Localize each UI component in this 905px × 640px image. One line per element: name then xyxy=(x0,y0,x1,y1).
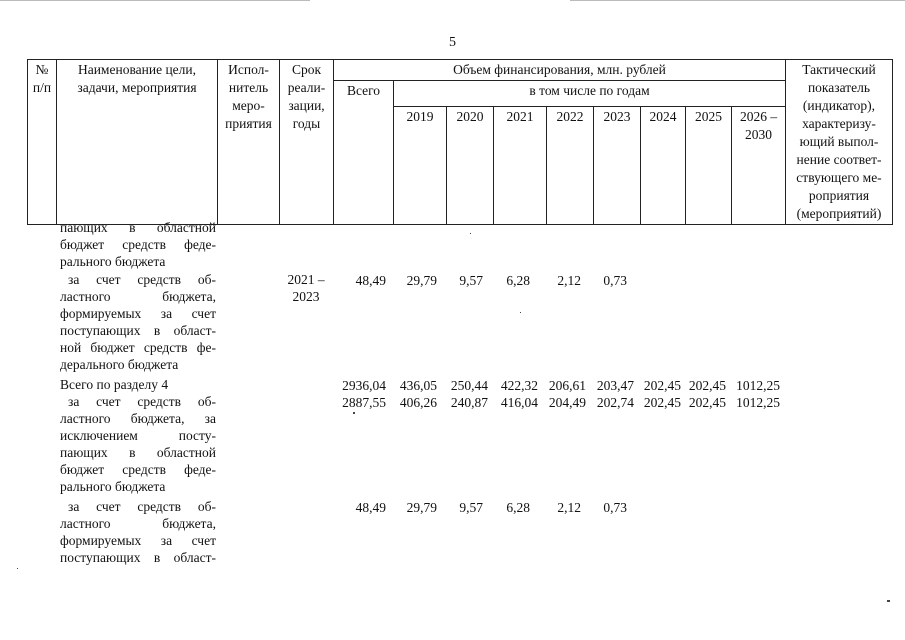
row-text-line: ластного бюджета, xyxy=(60,289,216,304)
cell-2024: 202,45 xyxy=(643,395,681,410)
cell-2023: 202,74 xyxy=(596,395,634,410)
cell-2019: 29,79 xyxy=(406,273,437,288)
row-text-section-total xyxy=(60,376,216,393)
cell-2026-2030: 1012,25 xyxy=(736,395,780,410)
scan-edge-line xyxy=(0,0,310,1)
cell-2022: 2,12 xyxy=(557,273,581,288)
header-year: 2020 xyxy=(447,107,494,225)
header-executor: Испол-нитель меро-приятия xyxy=(218,60,280,225)
header-year: 2024 xyxy=(641,107,686,225)
header-year: 2021 xyxy=(494,107,547,225)
header-financing: Объем финансирования, млн. рублей xyxy=(334,60,786,81)
cell-2025: 202,45 xyxy=(688,395,726,410)
cell-2020: 250,44 xyxy=(450,378,488,393)
financing-table-header xyxy=(27,59,893,225)
cell-total: 2887,55 xyxy=(342,395,386,410)
row-text-line: бюджет средств феде- xyxy=(60,462,216,477)
row-text-regional-excl xyxy=(60,393,216,495)
cell-2026-2030: 1012,25 xyxy=(736,378,780,393)
cell-total: 48,49 xyxy=(355,273,386,288)
scan-speck xyxy=(353,412,355,414)
header-total: Всего xyxy=(334,81,394,225)
cell-2022: 2,12 xyxy=(557,500,581,515)
scan-speck xyxy=(470,233,471,234)
cell-2023: 203,47 xyxy=(596,378,634,393)
cell-2021: 6,28 xyxy=(506,273,530,288)
row-text-line: за счет средств об- xyxy=(68,499,216,514)
cell-2019: 406,26 xyxy=(399,395,437,410)
row-text-regional-federal-2 xyxy=(60,498,216,566)
cell-2021: 6,28 xyxy=(506,500,530,515)
cell-2023: 0,73 xyxy=(603,273,627,288)
cell-2022: 206,61 xyxy=(548,378,586,393)
cell-2024: 202,45 xyxy=(643,378,681,393)
cell-2022: 204,49 xyxy=(548,395,586,410)
row-text-line: за счет средств об- xyxy=(68,394,216,409)
row-text-line: ластного бюджета, xyxy=(60,516,216,531)
header-year: 2019 xyxy=(394,107,447,225)
row-text-line: дерального бюджета xyxy=(60,357,179,372)
row-text-line: ной бюджет средств фе- xyxy=(60,340,216,355)
cell-total: 2936,04 xyxy=(342,378,386,393)
row-text-line: ластного бюджета, за xyxy=(60,411,216,426)
row-text-regional-federal xyxy=(60,271,216,373)
cell-total: 48,49 xyxy=(355,500,386,515)
row-text-line: бюджет средств феде- xyxy=(60,237,216,252)
row-text-line: за счет средств об- xyxy=(68,272,216,287)
row-text-line: пающих в областной xyxy=(60,445,216,460)
row-text-line: пающих в областной xyxy=(60,220,216,235)
scan-speck xyxy=(887,600,890,602)
scan-edge-line xyxy=(570,0,905,1)
scan-speck xyxy=(17,568,18,569)
row-text-line: формируемых за счет xyxy=(60,533,216,548)
row-period: 2021 – 2023 xyxy=(287,272,325,304)
cell-2020: 9,57 xyxy=(459,273,483,288)
page-number: 5 xyxy=(449,35,456,50)
header-no: № п/п xyxy=(28,60,57,225)
cell-2021: 416,04 xyxy=(500,395,538,410)
header-by-years: в том числе по годам xyxy=(394,81,786,107)
cell-2020: 240,87 xyxy=(450,395,488,410)
header-year: 2023 xyxy=(594,107,641,225)
cell-2025: 202,45 xyxy=(688,378,726,393)
cell-2020: 9,57 xyxy=(459,500,483,515)
row-text-line: формируемых за счет xyxy=(60,306,216,321)
header-indicator: Тактический показатель (индикатор), характеризу-ющий выпол-нение соответ-ствующего ме-роприятия (мероприятий) xyxy=(786,60,893,225)
cell-2023: 0,73 xyxy=(603,500,627,515)
row-text-line: поступающих в област- xyxy=(60,550,216,565)
row-text-line: поступающих в област- xyxy=(60,323,216,338)
header-period: Срок реали-зации, годы xyxy=(280,60,334,225)
scan-speck xyxy=(520,312,521,313)
row-text-continued xyxy=(60,219,216,270)
cell-2019: 29,79 xyxy=(406,500,437,515)
header-name: Наименование цели, задачи, мероприятия xyxy=(57,60,218,225)
row-text-line: Всего по разделу 4 xyxy=(60,377,169,392)
row-text-line: исключением посту- xyxy=(60,428,216,443)
cell-2021: 422,32 xyxy=(500,378,538,393)
header-year: 2022 xyxy=(547,107,594,225)
cell-2019: 436,05 xyxy=(399,378,437,393)
row-text-line: рального бюджета xyxy=(60,479,166,494)
row-text-line: рального бюджета xyxy=(60,254,166,269)
header-year: 2026 – 2030 xyxy=(732,107,786,225)
header-year: 2025 xyxy=(686,107,732,225)
